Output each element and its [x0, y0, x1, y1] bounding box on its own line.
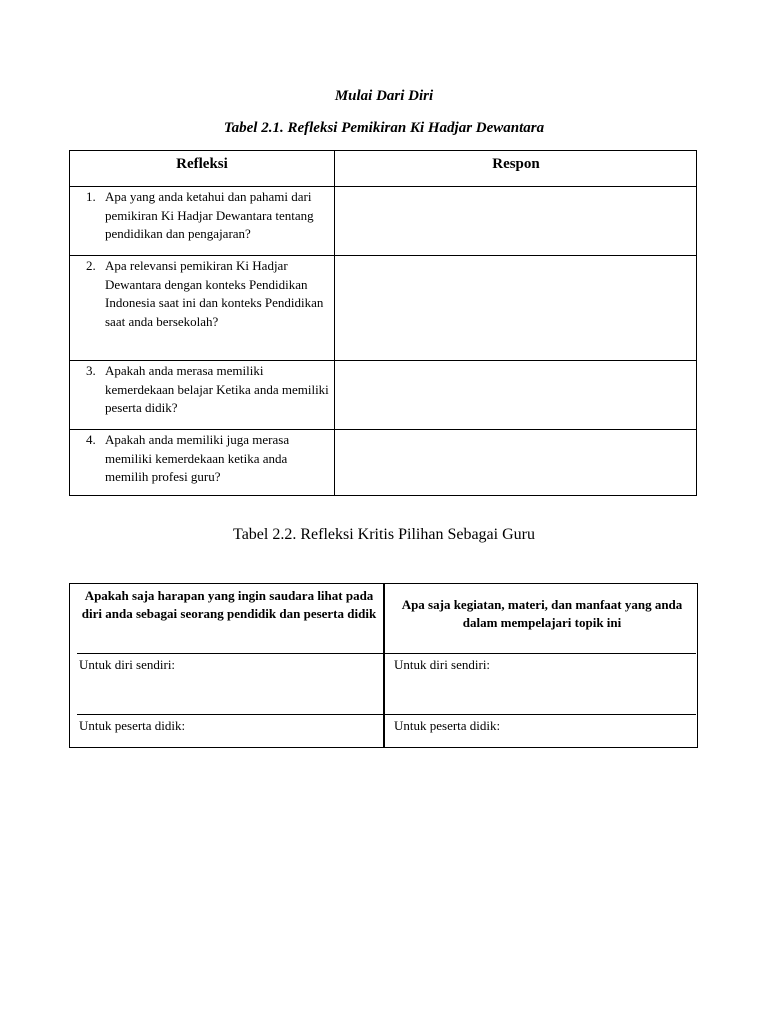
row-question: Apakah anda merasa memiliki kemerdekaan belajar Ketika anda memiliki peserta didik? [105, 363, 329, 415]
row-number: 1. [86, 189, 96, 204]
response-cell[interactable] [338, 188, 694, 254]
column-header-harapan: Apakah saja harapan yang ingin saudara lihat pada diri anda sebagai seorang pendidik dan peserta didik [81, 588, 377, 621]
column-header-kegiatan: Apa saja kegiatan, materi, dan manfaat yang anda dalam mempelajari topik ini [401, 597, 683, 630]
row-number: 2. [86, 258, 96, 273]
cell-students-right: Untuk peserta didik: [394, 718, 501, 733]
cell-students-left: Untuk peserta didik: [79, 718, 186, 733]
row-question: Apa relevansi pemikiran Ki Hadjar Dewantara dengan konteks Pendidikan Indonesia saat ini dan konteks Pendidikan saat anda bersekolah? [105, 258, 324, 329]
row-question: Apa yang anda ketahui dan pahami dari pemikiran Ki Hadjar Dewantara tentang pendidikan dan pengajaran? [105, 189, 314, 241]
table2-caption: Tabel 2.2. Refleksi Kritis Pilihan Sebagai Guru [233, 526, 535, 543]
section-heading: Mulai Dari Diri [334, 88, 434, 104]
row-divider [70, 360, 696, 361]
response-cell[interactable] [338, 362, 694, 428]
column-header-respon: Respon [492, 156, 540, 172]
table-row [70, 188, 334, 244]
row-divider [70, 255, 696, 256]
cell-self-left: Untuk diri sendiri: [79, 657, 176, 672]
header-divider [70, 186, 696, 187]
row-question: Apakah anda memiliki juga merasa memiliki kemerdekaan ketika anda memilih profesi guru? [105, 432, 290, 484]
row-divider [77, 714, 696, 715]
cell-self-right: Untuk diri sendiri: [394, 657, 491, 672]
table-row [70, 257, 334, 331]
response-cell[interactable] [338, 257, 694, 359]
table1-caption: Tabel 2.1. Refleksi Pemikiran Ki Hadjar Dewantara [223, 120, 545, 136]
reflection-table [69, 150, 697, 496]
header-divider [77, 653, 696, 654]
column-header-refleksi: Refleksi [176, 156, 228, 172]
response-cell[interactable] [338, 431, 694, 493]
column-divider [383, 584, 385, 747]
row-divider [70, 429, 696, 430]
column-divider [334, 151, 335, 495]
row-number: 3. [86, 363, 96, 378]
row-number: 4. [86, 432, 96, 447]
critical-reflection-table [69, 583, 698, 748]
table-row [70, 431, 334, 487]
table-row [70, 362, 334, 418]
